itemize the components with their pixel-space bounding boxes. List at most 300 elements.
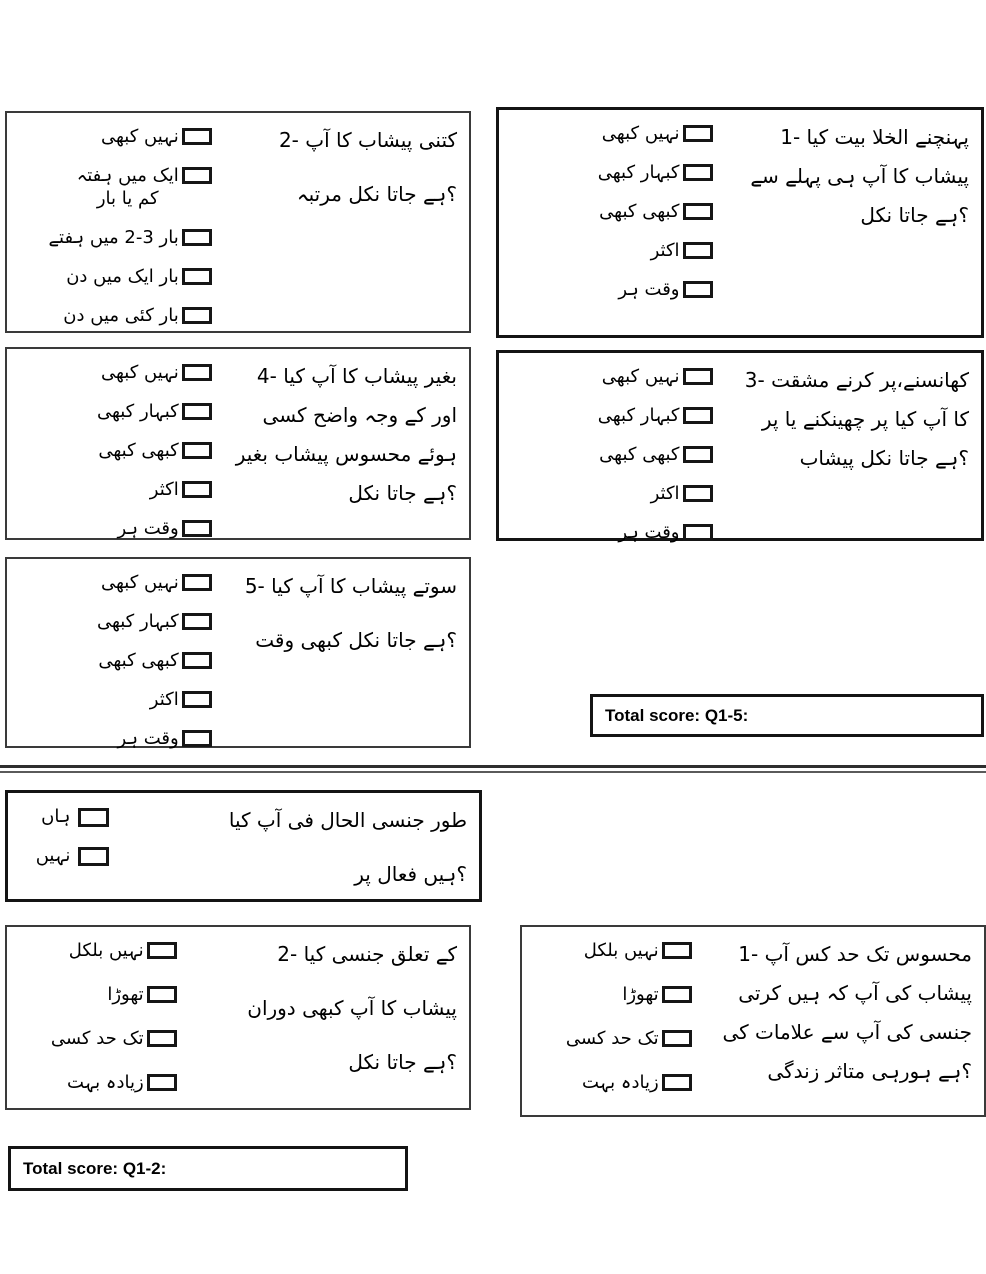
urdu-word: کبہار: [139, 401, 179, 422]
option-row[interactable]: [19, 304, 212, 327]
option-row[interactable]: [511, 122, 713, 145]
urdu-word: حد: [611, 1028, 632, 1049]
urdu-word: کا: [380, 996, 397, 1020]
urdu-word: کئی: [124, 305, 154, 326]
urdu-word: ہر: [117, 518, 138, 539]
urdu-word: آپ: [305, 128, 330, 152]
option-row[interactable]: [19, 439, 212, 462]
question-line: 1- کیا بیت الخلا پہنچنے: [780, 125, 969, 149]
urdu-word: نہیں: [144, 572, 179, 593]
urdu-word: کبھی: [96, 611, 135, 632]
option-row[interactable]: [20, 805, 109, 828]
urdu-word: کسی: [262, 403, 307, 427]
urdu-word: بہت: [581, 1072, 616, 1093]
urdu-word: سے: [820, 1020, 850, 1044]
urdu-word: پہلے: [785, 164, 821, 188]
option-label: [618, 278, 679, 301]
urdu-word: ہر: [618, 279, 639, 300]
option-row[interactable]: [19, 125, 212, 148]
option-row[interactable]: [19, 571, 212, 594]
option-row[interactable]: [534, 1027, 692, 1050]
option-label: [618, 521, 679, 544]
question-text: [212, 123, 457, 321]
urdu-word: کرتی: [738, 981, 781, 1005]
urdu-word: دن: [63, 305, 85, 326]
checkbox[interactable]: [182, 167, 212, 184]
option-row[interactable]: [511, 200, 713, 223]
urdu-word: ہر: [618, 522, 639, 543]
option-row[interactable]: [19, 1027, 177, 1050]
urdu-word: آپ: [861, 164, 887, 188]
urdu-word: ؟ہے: [934, 446, 969, 470]
urdu-word: آپ: [311, 364, 336, 388]
option-row[interactable]: [19, 517, 212, 540]
urdu-word: کے: [435, 942, 457, 966]
checkbox[interactable]: [182, 268, 212, 285]
checkbox[interactable]: [182, 481, 212, 498]
checkbox[interactable]: [662, 942, 692, 959]
urdu-word: پیشاب: [914, 164, 969, 188]
checkbox[interactable]: [683, 203, 713, 220]
option-label: [98, 439, 178, 462]
checkbox[interactable]: [182, 442, 212, 459]
urdu-word: ہفتے: [48, 227, 85, 248]
checkbox[interactable]: [78, 847, 109, 866]
checkbox[interactable]: [683, 281, 713, 298]
question-text: [713, 120, 969, 325]
question-line: [212, 625, 457, 656]
urdu-word: کے: [404, 403, 426, 427]
urdu-word: نکل: [860, 203, 893, 227]
urdu-word: کیا: [303, 942, 326, 966]
urdu-word: پیشاب: [799, 446, 854, 470]
options-list: [19, 569, 212, 749]
urdu-word: کبھی: [597, 162, 636, 183]
urdu-word: کبھی: [599, 444, 637, 465]
option-label: [118, 517, 179, 540]
checkbox[interactable]: [182, 574, 212, 591]
urdu-word: تک: [865, 942, 890, 966]
urdu-word: طور: [431, 808, 467, 832]
checkbox[interactable]: [182, 307, 212, 324]
urdu-word: تک: [637, 1028, 659, 1049]
checkbox[interactable]: [683, 407, 713, 424]
urdu-word: مشقت: [771, 368, 830, 392]
option-label: [41, 805, 70, 828]
urdu-word: تھوڑا: [622, 984, 659, 1005]
urdu-word: کرنے: [835, 368, 874, 392]
urdu-word: آپ: [764, 942, 789, 966]
question-box-s2-q1: [520, 925, 986, 1117]
urdu-word: نہیں: [144, 126, 179, 147]
urdu-word: وقت: [143, 728, 179, 749]
urdu-word: بغیر: [235, 442, 268, 466]
question-line: 2- کیا جنسی تعلق کے: [277, 942, 457, 966]
urdu-word: میں: [90, 305, 120, 326]
urdu-word: کس: [795, 942, 831, 966]
option-label: [36, 844, 71, 867]
urdu-word: وجہ: [364, 403, 399, 427]
option-label: [602, 365, 680, 388]
option-label: ہفتے میں 2-3 بار: [48, 227, 179, 248]
urdu-word: بار: [159, 227, 179, 248]
option-label: [651, 239, 680, 262]
option-row[interactable]: [19, 649, 212, 672]
options-list: [19, 123, 212, 326]
urdu-word: نہیں: [144, 362, 179, 383]
option-row[interactable]: [511, 278, 713, 301]
urdu-word: کبھی: [96, 401, 135, 422]
question-box-s1-q4: [5, 347, 471, 540]
urdu-word: جاتا: [386, 628, 417, 652]
total-score-q1-2-box: [8, 1146, 408, 1191]
option-label: [118, 727, 179, 750]
checkbox[interactable]: [147, 942, 177, 959]
urdu-word: پیشاب: [917, 981, 972, 1005]
urdu-word: نکل: [348, 628, 381, 652]
checkbox[interactable]: [683, 164, 713, 181]
checkbox[interactable]: [683, 368, 713, 385]
urdu-word: چھینکنے: [802, 407, 866, 431]
question-text: [212, 569, 457, 736]
urdu-word: آپ: [854, 981, 879, 1005]
option-label: [582, 1071, 659, 1094]
options-list: [19, 359, 212, 539]
urdu-word: وقت: [644, 279, 680, 300]
option-row[interactable]: [19, 688, 212, 711]
question-line: [177, 1047, 457, 1078]
urdu-word: فعال: [377, 862, 418, 886]
option-label: [622, 983, 658, 1006]
question-line: [713, 200, 969, 231]
option-label: [63, 304, 178, 327]
option-row[interactable]: [511, 365, 713, 388]
total-score-q1-5-label: Total score: Q1-5:: [605, 705, 749, 725]
urdu-word: جاتا: [898, 446, 929, 470]
option-row[interactable]: [511, 239, 713, 262]
option-row[interactable]: [511, 482, 713, 505]
urdu-word: میں: [93, 266, 122, 287]
urdu-word: پیشاب: [351, 574, 407, 598]
urdu-word: کہ: [826, 981, 848, 1005]
checkbox[interactable]: [182, 730, 212, 747]
urdu-word: وقت: [644, 522, 680, 543]
question-line: [212, 400, 457, 431]
urdu-word: بار: [96, 188, 117, 209]
urdu-word: نکل: [348, 481, 381, 505]
urdu-word: کبہار: [640, 405, 680, 426]
option-row[interactable]: [19, 164, 212, 210]
option-label: [150, 688, 179, 711]
urdu-word: نہیں: [623, 940, 659, 961]
urdu-word: کی: [885, 981, 912, 1005]
urdu-word: ؟ہیں: [423, 862, 467, 886]
question-line: [109, 805, 467, 836]
urdu-word: کھانسنے،پر: [879, 368, 969, 392]
urdu-word: کبہار: [139, 611, 179, 632]
checkbox[interactable]: [683, 125, 713, 142]
question-text: [109, 803, 467, 889]
urdu-word: جاتا: [386, 182, 417, 206]
urdu-word: کیا: [228, 808, 251, 832]
urdu-word: نکل: [348, 1050, 381, 1074]
urdu-word: یا: [784, 407, 797, 431]
urdu-word: جاتا: [898, 203, 929, 227]
option-label: [66, 265, 179, 288]
urdu-word: دوران: [247, 996, 296, 1020]
checkbox[interactable]: [147, 1030, 177, 1047]
urdu-word: پہنچنے: [915, 125, 969, 149]
options-list: [534, 937, 692, 1105]
urdu-word: یا: [121, 188, 133, 209]
question-line: [109, 859, 467, 890]
urdu-word: بار: [159, 266, 179, 287]
checkbox[interactable]: [683, 485, 713, 502]
option-label: [566, 1027, 659, 1050]
checkbox[interactable]: [182, 652, 212, 669]
urdu-word: ہی: [827, 164, 856, 188]
urdu-word: بار: [159, 305, 179, 326]
option-label: [584, 939, 659, 962]
question-line: 4- کیا آپ کا پیشاب بغیر: [256, 364, 457, 388]
urdu-word: وقت: [255, 628, 295, 652]
urdu-word: کا: [892, 164, 909, 188]
option-row[interactable]: [19, 610, 212, 633]
question-text: [177, 937, 457, 1098]
urdu-word: الخلا: [872, 125, 909, 149]
checkbox[interactable]: [662, 1074, 692, 1091]
question-box-s2-q2: [5, 925, 471, 1110]
option-row[interactable]: [19, 939, 177, 962]
urdu-word: ؟ہے: [422, 628, 457, 652]
urdu-word: تھوڑا: [107, 984, 144, 1005]
urdu-word: ہیں: [787, 981, 821, 1005]
question-text: [212, 359, 457, 528]
urdu-word: کبھی: [98, 440, 136, 461]
urdu-word: کبھی: [597, 405, 636, 426]
urdu-word: ہاں: [41, 806, 71, 827]
question-line: [692, 978, 972, 1009]
urdu-word: تعلق: [390, 942, 430, 966]
option-label: [97, 400, 179, 423]
urdu-word: میں: [89, 227, 119, 248]
section-divider: [0, 765, 986, 773]
urdu-word: کبھی: [100, 126, 139, 147]
option-label: [599, 443, 679, 466]
options-list: [511, 363, 713, 543]
urdu-word: ؟ہے: [422, 1050, 457, 1074]
question-text: [692, 937, 972, 1105]
urdu-word: سے: [750, 164, 779, 188]
urdu-word: آپ: [349, 996, 375, 1020]
question-line: [177, 993, 457, 1024]
option-label: [602, 122, 680, 145]
urdu-word: کا: [329, 574, 346, 598]
option-row[interactable]: [511, 404, 713, 427]
total-score-q1-2-label: Total score: Q1-2:: [23, 1158, 167, 1178]
checkbox[interactable]: [182, 520, 212, 537]
urdu-word: کی: [722, 1020, 749, 1044]
urdu-word: محسوس: [895, 942, 972, 966]
urdu-word: کبھی: [599, 201, 637, 222]
option-row[interactable]: [19, 727, 212, 750]
urdu-word: جنسی: [371, 808, 425, 832]
urdu-word: کبھی: [141, 440, 179, 461]
urdu-word: اور: [432, 403, 457, 427]
option-label: [101, 125, 179, 148]
urdu-word: کسی: [565, 1028, 606, 1049]
urdu-word: حد: [96, 1028, 117, 1049]
option-label: [599, 200, 679, 223]
urdu-word: پر: [761, 407, 779, 431]
checkbox[interactable]: [182, 229, 212, 246]
urdu-word: محسوس: [335, 442, 412, 466]
urdu-word: اکثر: [149, 479, 179, 500]
urdu-word: کی: [886, 1020, 913, 1044]
urdu-word: کا: [341, 364, 358, 388]
checkbox[interactable]: [182, 691, 212, 708]
question-line: [212, 478, 457, 509]
option-row[interactable]: [19, 478, 212, 501]
urdu-word: نہیں: [35, 845, 71, 866]
question-line: [212, 439, 457, 470]
option-label: [51, 1027, 144, 1050]
urdu-word: جنسی: [331, 942, 385, 966]
option-label: [598, 161, 680, 184]
question-line: 3- مشقت کرنے کھانسنے،پر: [744, 368, 969, 392]
urdu-word: کبھی: [98, 650, 136, 671]
option-label: [107, 983, 143, 1006]
checkbox[interactable]: [683, 242, 713, 259]
checkbox[interactable]: [78, 808, 109, 827]
option-label: [69, 939, 144, 962]
urdu-word: آپ: [299, 574, 324, 598]
total-score-q1-5-box: [590, 694, 984, 737]
question-line: 1- آپ کس حد تک محسوس: [738, 942, 972, 966]
urdu-word: ایک: [127, 266, 154, 287]
urdu-word: ایک: [152, 165, 179, 186]
urdu-word: جاتا: [386, 481, 417, 505]
question-box-s1-q3: [496, 350, 984, 541]
urdu-word: کسی: [50, 1028, 91, 1049]
checkbox[interactable]: [147, 1074, 177, 1091]
urdu-word: بغیر: [424, 364, 457, 388]
urdu-word: میں: [118, 165, 147, 186]
question-box-s2-sexual-activity: [5, 790, 482, 902]
option-row[interactable]: [534, 1071, 692, 1094]
urdu-word: نہیں: [108, 940, 144, 961]
options-list: [20, 803, 109, 889]
checkbox[interactable]: [683, 524, 713, 541]
urdu-word: بہت: [66, 1072, 101, 1093]
urdu-word: ہر: [117, 728, 138, 749]
option-row[interactable]: [19, 1071, 177, 1094]
option-label: [77, 164, 179, 210]
urdu-word: کا: [336, 128, 352, 152]
urdu-word: کیا: [283, 364, 305, 388]
urdu-word: ہفتہ: [76, 165, 113, 186]
urdu-word: سوتے: [412, 574, 457, 598]
option-label: [98, 649, 178, 672]
urdu-word: واضح: [312, 403, 359, 427]
urdu-word: کبھی: [642, 201, 680, 222]
option-label: [101, 361, 179, 384]
checkbox[interactable]: [662, 1030, 692, 1047]
urdu-word: اکثر: [650, 240, 680, 261]
urdu-word: کبھی: [100, 362, 139, 383]
checkbox[interactable]: [662, 986, 692, 1003]
urdu-word: اکثر: [149, 689, 179, 710]
urdu-word: کبہار: [640, 162, 680, 183]
option-row[interactable]: [19, 265, 212, 288]
checkbox[interactable]: [683, 446, 713, 463]
urdu-word: آپ: [922, 407, 948, 431]
urdu-word: زندگی: [767, 1059, 820, 1083]
checkbox[interactable]: [147, 986, 177, 1003]
question-line: [713, 443, 969, 474]
urdu-word: پیشاب: [358, 128, 413, 152]
option-row[interactable]: [20, 844, 109, 867]
checkbox[interactable]: [182, 128, 212, 145]
urdu-word: زیادہ: [105, 1072, 144, 1093]
checkbox[interactable]: [182, 403, 212, 420]
urdu-word: جنسی: [919, 1020, 972, 1044]
option-row[interactable]: [511, 521, 713, 544]
option-row[interactable]: [19, 361, 212, 384]
urdu-word: ؟ہے: [422, 182, 457, 206]
urdu-word: فی: [287, 808, 314, 832]
urdu-word: دن: [66, 266, 88, 287]
urdu-word: کبھی: [601, 366, 640, 387]
option-row[interactable]: [19, 983, 177, 1006]
option-label: [598, 404, 680, 427]
option-row[interactable]: [534, 939, 692, 962]
question-line: [713, 404, 969, 435]
urdu-word: اکثر: [650, 483, 680, 504]
urdu-word: کبھی: [642, 444, 680, 465]
question-line: [212, 179, 457, 210]
urdu-word: کیا: [894, 407, 917, 431]
urdu-word: نکل: [860, 446, 893, 470]
option-row[interactable]: [511, 161, 713, 184]
urdu-word: کم: [138, 188, 159, 209]
question-line: [692, 1017, 972, 1048]
option-row[interactable]: [534, 983, 692, 1006]
urdu-word: کیا: [271, 574, 293, 598]
question-line: [713, 161, 969, 192]
urdu-word: پر: [871, 407, 889, 431]
urdu-word: پیشاب: [402, 996, 457, 1020]
urdu-word: مرتبہ: [296, 182, 342, 206]
option-row[interactable]: [511, 443, 713, 466]
urdu-word: ؟ہے: [422, 481, 457, 505]
checkbox[interactable]: [182, 613, 212, 630]
urdu-word: ؟ہے: [937, 1059, 972, 1083]
urdu-word: علامات: [755, 1020, 815, 1044]
urdu-word: نکل: [348, 182, 381, 206]
checkbox[interactable]: [182, 364, 212, 381]
question-box-s1-q5: [5, 557, 471, 748]
urdu-word: آپ: [256, 808, 282, 832]
option-row[interactable]: [19, 226, 212, 249]
option-label: [97, 610, 179, 633]
urdu-word: وقت: [143, 518, 179, 539]
option-row[interactable]: [19, 400, 212, 423]
urdu-word: حد: [836, 942, 860, 966]
urdu-word: کبھی: [141, 650, 179, 671]
urdu-word: آپ: [855, 1020, 881, 1044]
urdu-word: کبھی: [300, 628, 342, 652]
